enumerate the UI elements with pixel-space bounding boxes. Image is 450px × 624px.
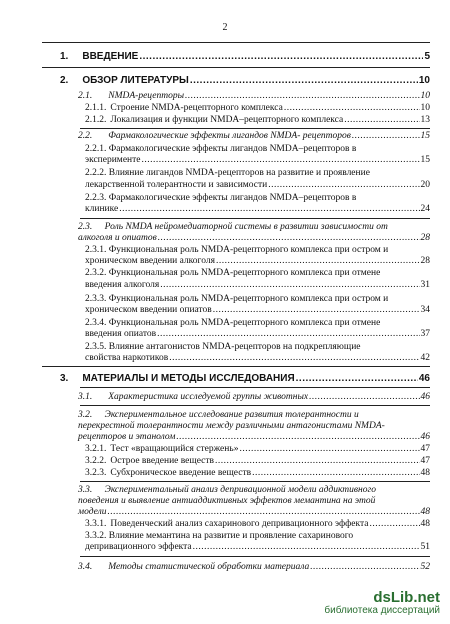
toc-entry-2-1-1[interactable]: 2.1.1. Строение NMDA-рецепторного комплекса ..... 10 — [85, 103, 430, 114]
divider — [80, 556, 430, 557]
toc-entry-3[interactable]: 3. МАТЕРИАЛЫ И МЕТОДЫ ИССЛЕДОВАНИЯ ..... 46 — [60, 373, 430, 384]
toc-entry-3-2-cont: перекрестной толерантности между различными антагонистами NMDA- — [78, 421, 385, 431]
divider — [42, 67, 430, 68]
toc-entry-3-2-1[interactable]: 3.2.1. Тест «вращающийся стержень» ..... 47 — [85, 444, 430, 455]
divider — [80, 387, 430, 388]
divider — [80, 405, 430, 406]
toc-entry-2-2-1-cont: эксперименте ..... 15 — [85, 155, 430, 166]
toc-entry-2-2[interactable]: 2.2. Фармакологические эффекты лигандов NMDA- рецепторов ..... 15 — [78, 131, 430, 142]
toc-entry-3-2[interactable]: 3.2. Экспериментальное исследование развития толерантности и — [78, 410, 359, 420]
toc-entry-1[interactable]: 1. ВВЕДЕНИЕ ..... 5 — [60, 51, 430, 62]
divider — [80, 481, 430, 482]
toc-entry-3-2-cont2: рецепторов и этанолом ..... 46 — [78, 432, 430, 443]
toc-entry-2-3[interactable]: 2.3. Роль NMDA нейромедиаторной системы в развитии зависимости от — [78, 222, 388, 232]
toc-entry-2-3-2[interactable]: 2.3.2. Функциональная роль NMDA-рецепторного комплекса при отмене — [85, 268, 381, 278]
toc-entry-3-3-1[interactable]: 3.3.1. Поведенческий анализ сахаринового депривационного эффекта ..... 48 — [85, 519, 430, 530]
toc-entry-2-2-2-cont: лекарственной толерантности и зависимости ..... 20 — [85, 180, 430, 191]
toc-entry-3-4[interactable]: 3.4. Методы статистической обработки материала ..... 52 — [78, 562, 430, 573]
toc-entry-2-3-1[interactable]: 2.3.1. Функциональная роль NMDA-рецепторного комплекса при остром и — [85, 245, 389, 255]
watermark-caption: библиотека диссертаций — [324, 605, 440, 616]
divider — [80, 128, 430, 129]
toc-entry-2-1[interactable]: 2.1. NMDA-рецепторы ..... 10 — [78, 91, 430, 102]
toc-entry-3-3[interactable]: 3.3. Экспериментальный анализ депривационной модели аддиктивного — [78, 485, 376, 495]
toc-entry-2-2-3-cont: клинике ..... 24 — [85, 204, 430, 215]
toc-entry-3-1[interactable]: 3.1. Характеристика исследуемой группы животных ..... 46 — [78, 392, 430, 403]
toc-entry-2-3-3-cont: хроническом введении опиатов ..... 34 — [85, 305, 430, 316]
toc-entry-2-3-2-cont: введения алкоголя ..... 31 — [85, 280, 430, 291]
toc-entry-3-3-cont: поведения и выявление антиаддиктивных эффектов мемантина на этой — [78, 496, 376, 506]
divider — [80, 218, 430, 219]
toc-entry-3-2-3[interactable]: 3.2.3. Субхроническое введение веществ ..... 48 — [85, 468, 430, 479]
divider — [42, 42, 430, 43]
page-number: 2 — [222, 22, 228, 33]
watermark — [324, 589, 440, 616]
divider — [42, 366, 430, 367]
toc-entry-2-2-3[interactable]: 2.2.3. Фармакологические эффекты лигандов NMDA–рецепторов в — [85, 193, 357, 203]
toc-entry-2-3-5-cont: свойства наркотиков ..... 42 — [85, 353, 430, 364]
watermark-logo: dsLib.net — [373, 589, 440, 606]
toc-entry-2-2-2[interactable]: 2.2.2. Влияние лигандов NMDA-рецепторов на развитие и проявление — [85, 168, 370, 178]
toc-entry-2-2-1[interactable]: 2.2.1. Фармакологические эффекты лигандов NMDA–рецепторов в — [85, 144, 357, 154]
toc-entry-2-3-3[interactable]: 2.3.3. Функциональная роль NMDA-рецепторного комплекса при остром и — [85, 294, 389, 304]
toc-entry-2-3-1-cont: хроническом введении алкоголя ..... 28 — [85, 256, 430, 267]
toc-entry-2-1-2[interactable]: 2.1.2. Локализация и функции NMDA–рецепторного комплекса ..... 13 — [85, 115, 430, 126]
toc-entry-2[interactable]: 2. ОБЗОР ЛИТЕРАТУРЫ ..... 10 — [60, 75, 430, 86]
toc-entry-2-3-4-cont: введения опиатов ..... 37 — [85, 329, 430, 340]
toc-entry-3-2-2[interactable]: 3.2.2. Острое введение веществ ..... 47 — [85, 456, 430, 467]
toc-entry-2-3-4[interactable]: 2.3.4. Функциональная роль NMDA-рецепторного комплекса при отмене — [85, 318, 381, 328]
toc-entry-3-3-cont2: модели ..... 48 — [78, 507, 430, 518]
toc-entry-2-3-5[interactable]: 2.3.5. Влияние антагонистов NMDA-рецепторов на подкрепляющие — [85, 342, 361, 352]
toc-entry-3-3-2-cont: депривационного эффекта ..... 51 — [85, 542, 430, 553]
toc-entry-3-3-2[interactable]: 3.3.2. Влияние мемантина на развитие и проявление сахаринового — [85, 531, 354, 541]
toc-entry-2-3-cont: алкоголя и опиатов ..... 28 — [78, 233, 430, 244]
